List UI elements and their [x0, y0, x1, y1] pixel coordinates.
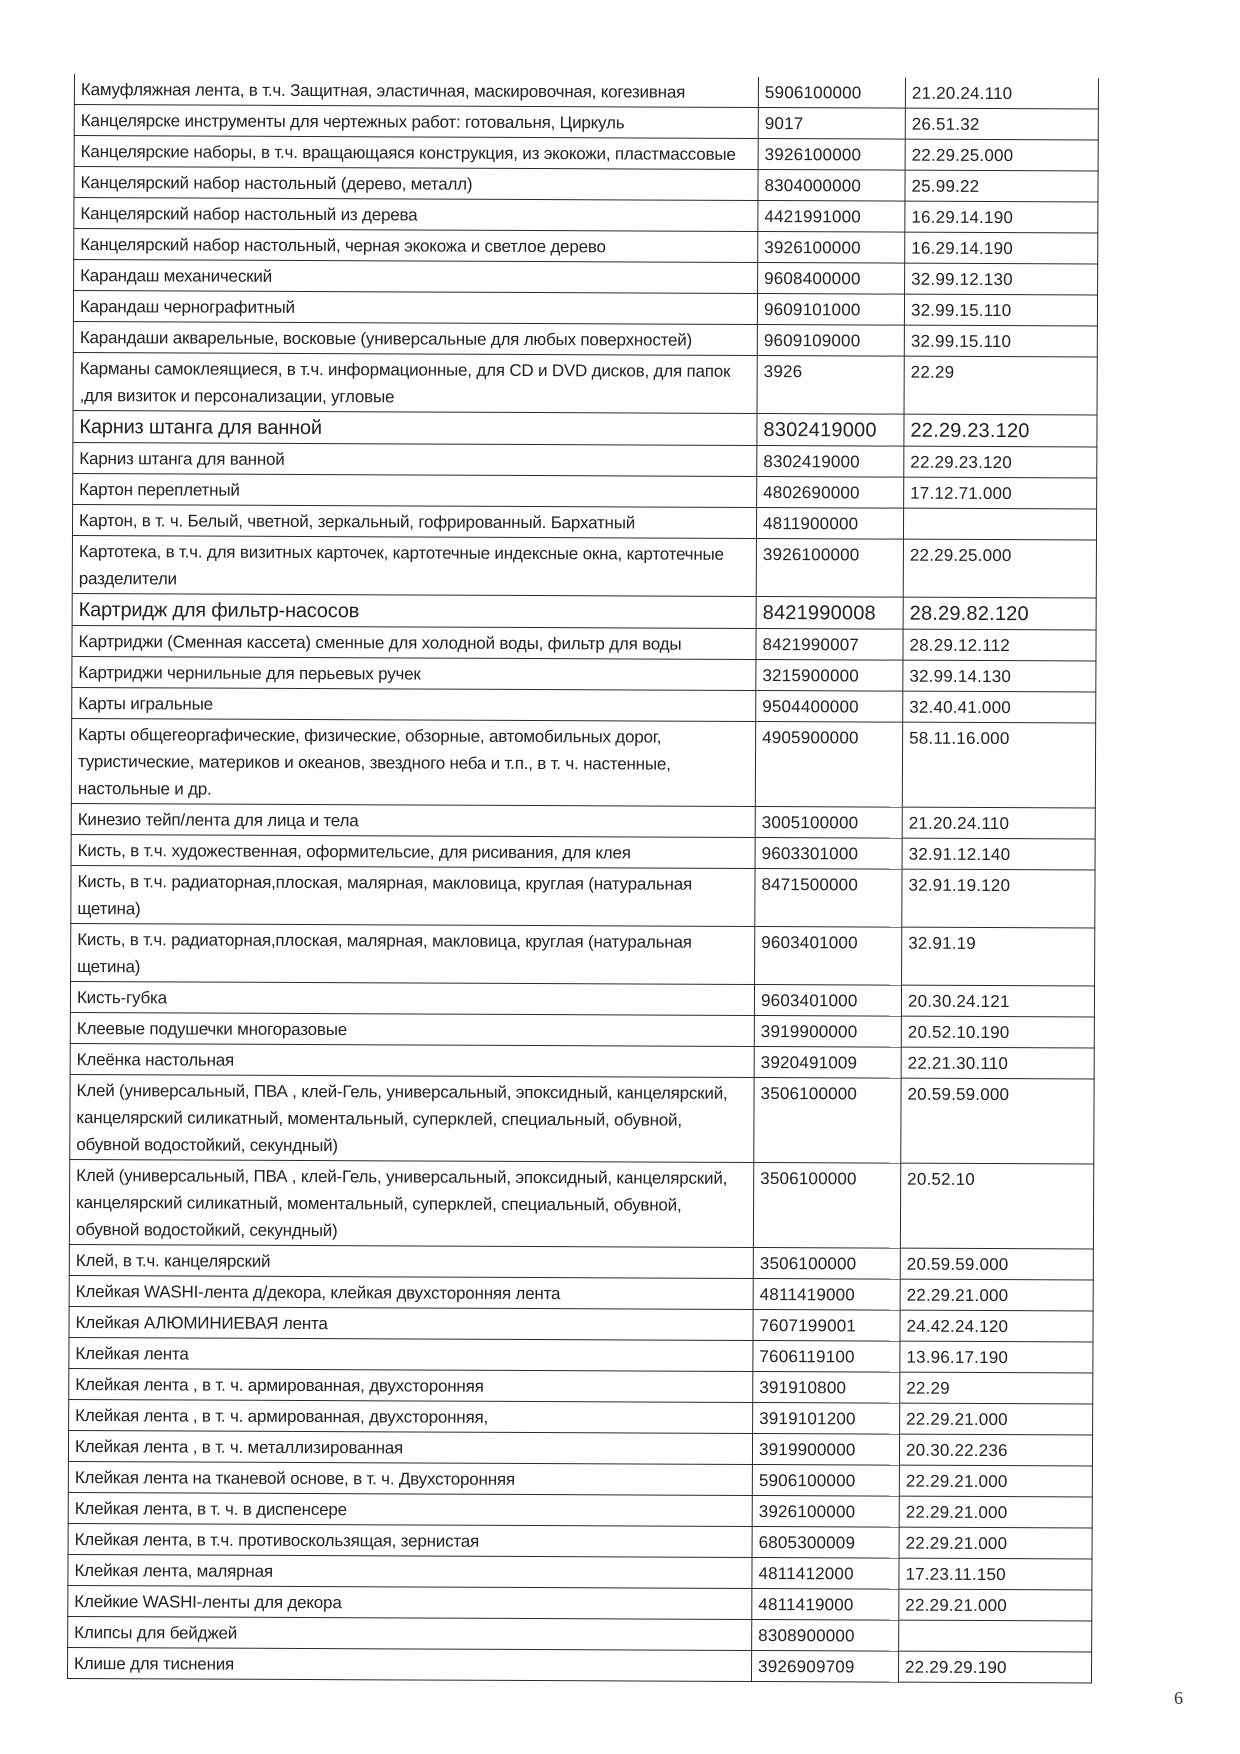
product-name-cell: Картриджи чернильные для перьевых ручек [72, 656, 756, 690]
tnved-code-cell: 4811900000 [756, 507, 903, 539]
table-row [74, 260, 1098, 295]
product-name-cell: Картон переплетный [73, 473, 757, 507]
table-row [69, 1337, 1093, 1372]
table-row [73, 321, 1097, 356]
product-name-cell: Карниз штанга для ванной [73, 410, 757, 445]
okpd2-code-cell: 17.12.71.000 [904, 477, 1097, 509]
okpd2-code-cell: 26.51.32 [905, 108, 1098, 140]
okpd2-code-cell: 22.29.25.000 [905, 139, 1098, 171]
tnved-code-cell: 9504400000 [756, 690, 903, 722]
tnved-code-cell: 3506100000 [753, 1162, 900, 1248]
table-row [68, 1492, 1092, 1527]
okpd2-code-cell: 22.29.23.120 [904, 446, 1097, 478]
okpd2-code-cell: 20.52.10 [900, 1163, 1093, 1249]
tnved-code-cell: 7606119100 [753, 1340, 900, 1372]
product-name-cell: Карты общегеоргафические, физические, обзорные, автомобильных дорог, туристические, материков и океанов, звездного неба и т.п., в т. ч. настенные, настольные и др. [71, 718, 755, 806]
tnved-code-cell: 4905900000 [755, 721, 902, 807]
product-name-cell: Картридж для фильтр-насосов [72, 593, 756, 628]
tnved-code-cell: 5906100000 [752, 1464, 899, 1496]
okpd2-code-cell: 22.29.29.190 [898, 1651, 1091, 1683]
product-name-cell: Карниз штанга для ванной [73, 442, 757, 476]
product-name-cell: Клипсы для бейджей [68, 1616, 752, 1650]
okpd2-code-cell: 22.29.21.000 [900, 1403, 1093, 1435]
table-row [68, 1461, 1092, 1496]
product-name-cell: Клейкая WASHI-лента д/декора, клейкая двухсторонняя лента [69, 1275, 753, 1309]
okpd2-code-cell: 58.11.16.000 [902, 722, 1095, 808]
product-name-cell: Карандаш механический [74, 260, 758, 294]
okpd2-code-cell: 22.29 [904, 356, 1097, 415]
table-row [69, 1368, 1093, 1403]
okpd2-code-cell: 28.29.82.120 [903, 597, 1096, 630]
tnved-code-cell: 9017 [758, 107, 905, 139]
table-row [69, 1306, 1093, 1341]
table-row [69, 1399, 1093, 1434]
table-row [67, 1647, 1091, 1682]
product-name-cell: Канцелярский набор настольный из дерева [74, 198, 758, 232]
product-name-cell: Кисть, в т.ч. художественная, оформительсие, для рисивания, для клея [71, 834, 755, 868]
okpd2-code-cell: 16.29.14.190 [905, 232, 1098, 264]
okpd2-code-cell: 22.29.21.000 [899, 1527, 1092, 1559]
table-row [69, 1159, 1093, 1248]
table-row [68, 1430, 1092, 1465]
table-row [74, 136, 1098, 171]
okpd2-code-cell: 32.40.41.000 [903, 691, 1096, 723]
table-row [71, 923, 1095, 985]
table-row [71, 718, 1095, 807]
okpd2-code-cell: 32.91.19.120 [902, 869, 1095, 928]
table-body [67, 74, 1098, 1683]
tnved-code-cell: 8471500000 [755, 868, 902, 927]
okpd2-code-cell: 16.29.14.190 [905, 201, 1098, 233]
okpd2-code-cell: 20.59.59.000 [901, 1078, 1094, 1164]
products-table [67, 74, 1099, 1683]
tnved-code-cell: 3215900000 [756, 659, 903, 691]
product-name-cell: Кисть-губка [70, 981, 754, 1015]
table-row [73, 352, 1097, 414]
product-name-cell: Камуфляжная лента, в т.ч. Защитная, эластичная, маскировочная, когезивная [74, 74, 758, 107]
table-row [70, 1043, 1094, 1078]
tnved-code-cell: 5906100000 [758, 77, 905, 108]
product-name-cell: Клейкая лента , в т. ч. металлизированная [68, 1430, 752, 1464]
tnved-code-cell: 4811419000 [752, 1588, 899, 1620]
product-name-cell: Картриджи (Сменная кассета) сменные для холодной воды, фильтр для воды [72, 625, 756, 659]
product-name-cell: Картотека, в т.ч. для визитных карточек, картотечные индексные окна, картотечные разделители [72, 535, 756, 596]
product-name-cell: Клейкая лента, малярная [68, 1554, 752, 1588]
table-row [68, 1616, 1092, 1651]
tnved-code-cell: 9603401000 [754, 984, 901, 1016]
okpd2-code-cell: 13.96.17.190 [900, 1341, 1093, 1373]
product-name-cell: Клейкая лента , в т. ч. армированная, двухсторонняя [69, 1368, 753, 1402]
page-number: 6 [1174, 1688, 1183, 1708]
product-name-cell: Клеёнка настольная [70, 1043, 754, 1077]
tnved-code-cell: 9609109000 [757, 324, 904, 356]
table-row [72, 593, 1096, 629]
table-row [72, 504, 1096, 539]
okpd2-code-cell: 32.99.15.110 [904, 294, 1097, 326]
product-name-cell: Канцелярский набор настольный (дерево, металл) [74, 167, 758, 201]
tnved-code-cell: 3506100000 [753, 1247, 900, 1279]
table-row [74, 105, 1098, 140]
tnved-code-cell: 4802690000 [757, 476, 904, 508]
okpd2-code-cell: 21.20.24.110 [902, 807, 1095, 839]
product-name-cell: Клей (универсальный, ПВА , клей-Гель, универсальный, эпоксидный, канцелярский, канцелярский силикатный, моментальный, суперклей, специальный, обувной, обувной водостойкий, секундный) [69, 1159, 753, 1247]
table-row [72, 535, 1096, 597]
product-name-cell: Клейкая лента, в т.ч. противоскользящая, зернистая [68, 1523, 752, 1557]
tnved-code-cell: 3926100000 [758, 231, 905, 263]
okpd2-code-cell [899, 1620, 1092, 1652]
tnved-code-cell: 8421990007 [756, 628, 903, 660]
tnved-code-cell: 3926100000 [758, 138, 905, 170]
tnved-code-cell: 3926100000 [752, 1495, 899, 1527]
tnved-code-cell: 3920491009 [754, 1046, 901, 1078]
tnved-code-cell: 9608400000 [758, 262, 905, 294]
product-name-cell: Карты игральные [72, 687, 756, 721]
product-name-cell: Клейкая лента на тканевой основе, в т. ч. Двухсторонняя [68, 1461, 752, 1495]
table-row [71, 865, 1095, 927]
table-row [70, 981, 1094, 1016]
table-row [71, 803, 1095, 838]
okpd2-code-cell: 20.30.22.236 [899, 1434, 1092, 1466]
okpd2-code-cell: 22.29.21.000 [899, 1589, 1092, 1621]
okpd2-code-cell: 22.29.21.000 [899, 1465, 1092, 1497]
okpd2-code-cell: 22.29.23.120 [904, 414, 1097, 447]
okpd2-code-cell: 20.30.24.121 [901, 985, 1094, 1017]
product-name-cell: Канцелярске инструменты для чертежных работ: готовальня, Циркуль [74, 105, 758, 139]
product-name-cell: Клей (универсальный, ПВА , клей-Гель, универсальный, эпоксидный, канцелярский, канцелярский силикатный, моментальный, суперклей, специальный, обувной, обувной водостойкий, секундный) [70, 1074, 754, 1162]
table-row [73, 410, 1097, 446]
tnved-code-cell: 4811412000 [752, 1557, 899, 1589]
tnved-code-cell: 3506100000 [754, 1077, 901, 1163]
okpd2-code-cell: 22.29 [900, 1372, 1093, 1404]
okpd2-code-cell: 32.91.12.140 [902, 838, 1095, 870]
product-name-cell: Клеевые подушечки многоразовые [70, 1012, 754, 1046]
tnved-code-cell: 3926 [757, 355, 904, 414]
product-name-cell: Клейкая лента, в т. ч. в диспенсере [68, 1492, 752, 1526]
product-name-cell: Карманы самоклеящиеся, в т.ч. информационные, для CD и DVD дисков, для папок ,для визиток и персонализации, угловые [73, 352, 757, 413]
tnved-code-cell: 6805300009 [752, 1526, 899, 1558]
table-row [72, 625, 1096, 660]
product-name-cell: Клейкая АЛЮМИНИЕВАЯ лента [69, 1306, 753, 1340]
tnved-code-cell: 7607199001 [753, 1309, 900, 1341]
product-name-cell: Кинезио тейп/лента для лица и тела [71, 803, 755, 837]
table-row [74, 229, 1098, 264]
okpd2-code-cell: 32.99.14.130 [903, 660, 1096, 692]
okpd2-code-cell: 32.91.19 [902, 927, 1095, 986]
table-row [74, 198, 1098, 233]
okpd2-code-cell: 20.59.59.000 [900, 1248, 1093, 1280]
okpd2-code-cell: 24.42.24.120 [900, 1310, 1093, 1342]
tnved-code-cell: 3919101200 [753, 1402, 900, 1434]
okpd2-code-cell: 28.29.12.112 [903, 629, 1096, 661]
okpd2-code-cell: 25.99.22 [905, 170, 1098, 202]
product-name-cell: Картон, в т. ч. Белый, чветной, зеркальный, гофрированный. Бархатный [72, 504, 756, 538]
tnved-code-cell: 8302419000 [757, 413, 904, 446]
tnved-code-cell: 9609101000 [757, 293, 904, 325]
table-row [72, 687, 1096, 722]
table-row [74, 167, 1098, 202]
table-row [69, 1244, 1093, 1279]
product-name-cell: Клейкие WASHI-ленты для декора [68, 1585, 752, 1619]
product-name-cell: Канцелярский набор настольный, черная экокожа и светлое дерево [74, 229, 758, 263]
tnved-code-cell: 8304000000 [758, 169, 905, 201]
okpd2-code-cell: 22.21.30.110 [901, 1047, 1094, 1079]
tnved-code-cell: 391910800 [753, 1371, 900, 1403]
table-row [73, 442, 1097, 477]
product-name-cell: Клише для тиснения [67, 1647, 751, 1681]
table-row [72, 656, 1096, 691]
table-row [70, 1074, 1094, 1163]
table-row [74, 74, 1098, 109]
tnved-code-cell: 8421990008 [756, 596, 903, 629]
okpd2-code-cell: 32.99.15.110 [904, 325, 1097, 357]
okpd2-code-cell: 32.99.12.130 [905, 263, 1098, 295]
product-name-cell: Кисть, в т.ч. радиаторная,плоская, малярная, макловица, круглая (натуральная щетина) [71, 923, 755, 984]
tnved-code-cell: 9603301000 [755, 837, 902, 869]
table-row [73, 473, 1097, 508]
tnved-code-cell: 9603401000 [755, 926, 902, 985]
product-name-cell: Карандаш чернографитный [73, 291, 757, 325]
tnved-code-cell: 3926909709 [751, 1650, 898, 1682]
table-row [73, 291, 1097, 326]
okpd2-code-cell: 22.29.21.000 [900, 1279, 1093, 1311]
table-row [69, 1275, 1093, 1310]
product-name-cell: Клей, в т.ч. канцелярский [69, 1244, 753, 1278]
okpd2-code-cell: 17.23.11.150 [899, 1558, 1092, 1590]
table-row [68, 1585, 1092, 1620]
table-row [71, 834, 1095, 869]
table-row [68, 1554, 1092, 1589]
okpd2-code-cell [903, 508, 1096, 540]
okpd2-code-cell: 20.52.10.190 [901, 1016, 1094, 1048]
table-row [68, 1523, 1092, 1558]
okpd2-code-cell: 22.29.25.000 [903, 539, 1096, 598]
tnved-code-cell: 3926100000 [756, 538, 903, 597]
product-name-cell: Канцелярские наборы, в т.ч. вращающаяся конструкция, из экокожи, пластмассовые [74, 136, 758, 170]
okpd2-code-cell: 22.29.21.000 [899, 1496, 1092, 1528]
tnved-code-cell: 8308900000 [752, 1619, 899, 1651]
tnved-code-cell: 3005100000 [755, 806, 902, 838]
product-name-cell: Кисть, в т.ч. радиаторная,плоская, малярная, макловица, круглая (натуральная щетина) [71, 865, 755, 926]
tnved-code-cell: 3919900000 [752, 1433, 899, 1465]
okpd2-code-cell: 21.20.24.110 [905, 78, 1098, 109]
product-name-cell: Клейкая лента [69, 1337, 753, 1371]
product-name-cell: Клейкая лента , в т. ч. армированная, двухсторонняя, [69, 1399, 753, 1433]
product-name-cell: Карандаши акварельные, восковые (универсальные для любых поверхностей) [73, 321, 757, 355]
tnved-code-cell: 8302419000 [757, 445, 904, 477]
tnved-code-cell: 4421991000 [758, 200, 905, 232]
tnved-code-cell: 3919900000 [754, 1015, 901, 1047]
table-row [70, 1012, 1094, 1047]
tnved-code-cell: 4811419000 [753, 1278, 900, 1310]
